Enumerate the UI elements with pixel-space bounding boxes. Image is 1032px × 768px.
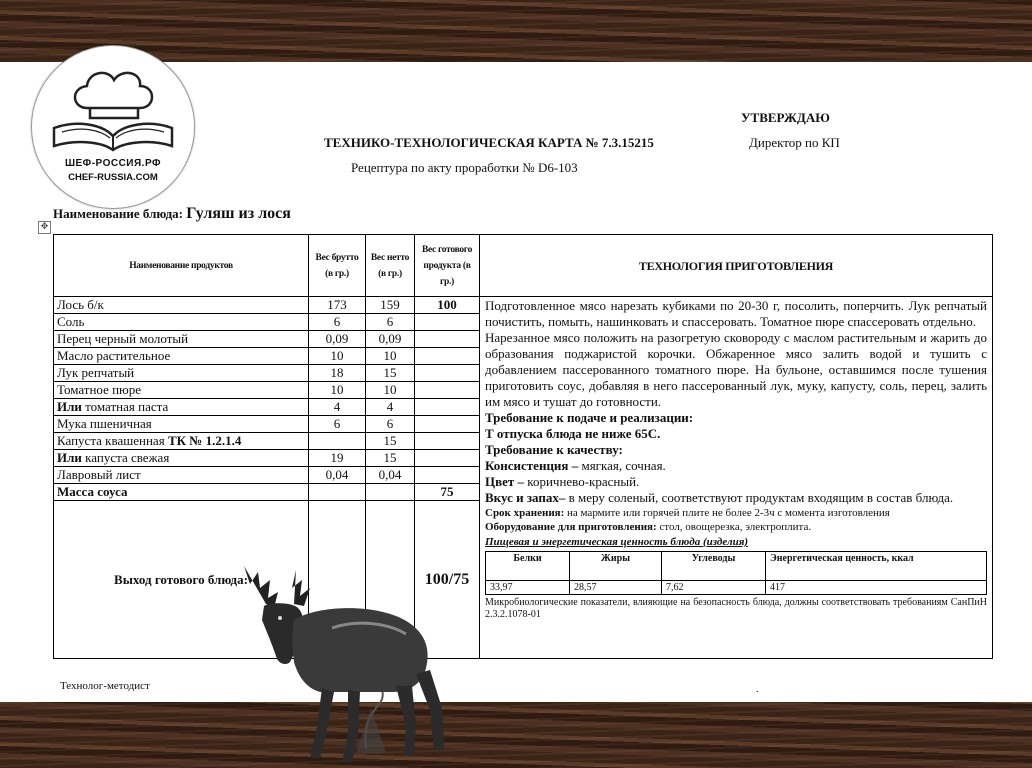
nutrition-value: 28,57 [570,581,662,595]
output-label: Выход готового блюда: [54,501,309,659]
serve-title: Требование к подаче и реализации: [485,410,694,425]
gross-value [309,484,366,501]
nutrition-header: Энергетическая ценность, ккал [766,552,987,581]
ready-value [415,382,480,399]
table-header-row [54,235,993,297]
product-name: Масло растительное [54,348,309,365]
tech-paragraph-1: Подготовленное мясо нарезать кубиками по 20-30 г, посолить, поперчить. Лук репчатый почистить, помыть, нашинковать и спассеровать. Томатное пюре спассеровать отдельно. [485,298,987,329]
ready-value: 75 [415,484,480,501]
quality-title: Требование к качеству: [485,442,623,457]
dish-name-line [53,205,291,223]
net-value: 10 [366,348,415,365]
chef-russia-logo [31,45,195,209]
wood-background-bottom [0,702,1032,768]
product-name: Соль [54,314,309,331]
ready-value: 100 [415,297,480,314]
gross-value: 0,04 [309,467,366,484]
storage-line: Срок хранения: на мармите или горячей плите не более 2-3ч с момента изготовления [485,507,890,519]
product-name: Или капуста свежая [54,450,309,467]
product-name: Лук репчатый [54,365,309,382]
nutrition-table [485,551,987,595]
nutrition-value: 417 [766,581,987,595]
ready-value [415,348,480,365]
gross-value: 10 [309,348,366,365]
product-name: Мука пшеничная [54,416,309,433]
net-value [366,484,415,501]
dish-label: Наименование блюда: [53,206,187,221]
equipment-line: Оборудование для приготовления: стол, овощерезка, электроплита. [485,521,812,533]
color-line: Цвет – коричнево-красный. [485,474,640,489]
ready-value [415,467,480,484]
logo-text-en: CHEF-RUSSIA.COM [68,172,158,183]
net-value: 15 [366,365,415,382]
net-value: 6 [366,416,415,433]
ready-value [415,399,480,416]
table-row [54,297,993,314]
header-ready: Вес готового продукта (в гр.) [415,235,480,297]
gross-value: 173 [309,297,366,314]
nutrition-title: Пищевая и энергетическая ценность блюда (изделия) [485,536,749,548]
header-gross: Вес брутто (в гр.) [309,235,366,297]
technology-cell [480,297,993,659]
gross-value: 0,09 [309,331,366,348]
gross-value: 6 [309,416,366,433]
net-value: 159 [366,297,415,314]
header-net: Вес нетто (в гр.) [366,235,415,297]
approve-label: УТВЕРЖДАЮ [741,110,830,125]
gross-value: 10 [309,382,366,399]
gross-value: 6 [309,314,366,331]
director-label: Директор по КП [749,135,840,150]
nutrition-header: Белки [486,552,570,581]
net-value: 0,04 [366,467,415,484]
ready-value [415,433,480,450]
chef-hat-book-icon [32,46,194,208]
moose-illustration [236,558,456,768]
net-value: 6 [366,314,415,331]
recipe-reference: Рецептура по акту проработки № D6-103 [351,160,578,175]
consistency-line: Консистенция – мягкая, сочная. [485,458,666,473]
stray-dot: . [756,684,759,695]
gross-value: 4 [309,399,366,416]
ready-value [415,331,480,348]
product-name: Перец черный молотый [54,331,309,348]
ready-value [415,365,480,382]
logo-text-ru: ШЕФ-РОССИЯ.РФ [64,158,162,169]
ready-value [415,314,480,331]
nutrition-header: Углеводы [662,552,766,581]
product-name: Лавровый лист [54,467,309,484]
document-title: ТЕХНИКО-ТЕХНОЛОГИЧЕСКАЯ КАРТА № 7.3.15215 [324,135,654,150]
net-value: 15 [366,433,415,450]
serve-temperature: Т отпуска блюда не ниже 65С. [485,426,661,441]
microbiology-note: Микробиологические показатели, влияющие на безопасность блюда, должны соответствовать требованиям СанПиН 2.3.2.1078-01 [485,597,987,620]
nutrition-value: 7,62 [662,581,766,595]
ready-value [415,450,480,467]
ready-value [415,416,480,433]
tech-paragraph-2: Нарезанное мясо положить на разогретую сковороду с маслом растительным и жарить до образования поджаристой корочки. Обжаренное мясо залить водой и тушить с добавлением пассерованного томатного пюре. На бульоне, оставшимся после тушения приготовить соус, добавляя в него пассерованный лук, муку, капусту, соль, перец, залить им мясо и тушат до готовности. [485,330,987,409]
recipe-table [53,234,993,659]
product-name: Томатное пюре [54,382,309,399]
gross-value: 18 [309,365,366,382]
product-name: Капуста квашенная ТК № 1.2.1.4 [54,433,309,450]
net-value: 10 [366,382,415,399]
nutrition-value: 33,97 [486,581,570,595]
dish-name: Гуляш из лося [186,205,291,222]
product-name: Лось б/к [54,297,309,314]
table-move-handle-icon[interactable]: ✥ [38,221,51,234]
net-value: 0,09 [366,331,415,348]
taste-line: Вкус и запах– в меру соленый, соответствуют продуктам входящим в состав блюда. [485,490,954,505]
header-technology: ТЕХНОЛОГИЯ ПРИГОТОВЛЕНИЯ [480,235,993,297]
nutrition-header: Жиры [570,552,662,581]
technologist-signature-label: Технолог-методист [60,680,150,692]
product-name: Или томатная паста [54,399,309,416]
product-name: Масса соуса [54,484,309,501]
net-value: 15 [366,450,415,467]
output-value: 100/75 [415,501,480,659]
header-product: Наименование продуктов [54,235,309,297]
nutrition-header-row [486,552,987,581]
nutrition-values-row [486,581,987,595]
net-value: 4 [366,399,415,416]
gross-value [309,433,366,450]
gross-value: 19 [309,450,366,467]
